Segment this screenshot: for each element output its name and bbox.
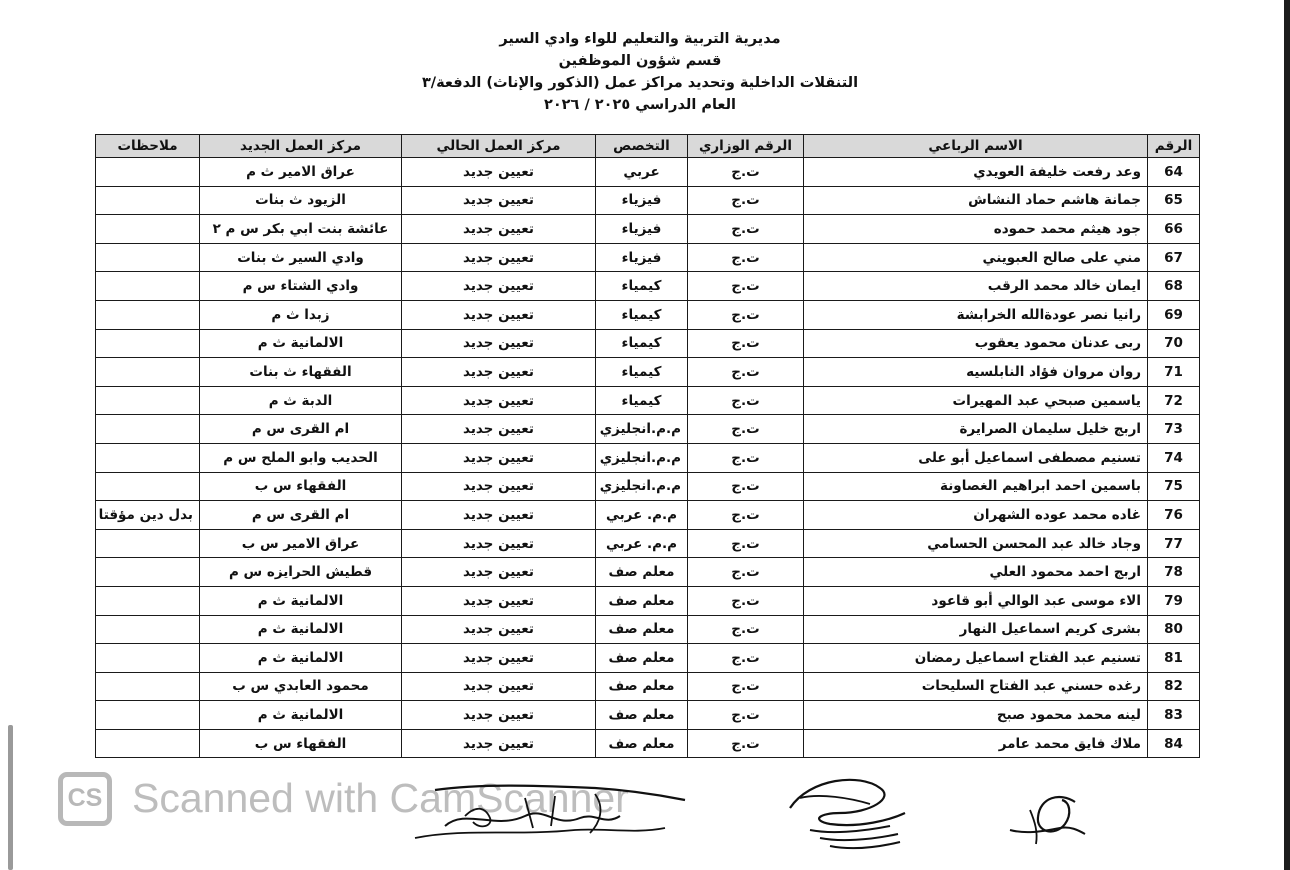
current-workplace: تعيين جديد — [402, 472, 596, 501]
new-workplace: الدبة ث م — [200, 386, 402, 415]
current-workplace: تعيين جديد — [402, 329, 596, 358]
current-workplace: تعيين جديد — [402, 443, 596, 472]
row-number: 83 — [1148, 701, 1200, 730]
notes-cell — [96, 472, 200, 501]
notes-cell — [96, 644, 200, 673]
row-number: 64 — [1148, 158, 1200, 187]
current-workplace: تعيين جديد — [402, 529, 596, 558]
employee-name: بشرى كريم اسماعيل النهار — [804, 615, 1148, 644]
ministry-number: ت.ج — [688, 358, 804, 387]
new-workplace: عراق الامير س ب — [200, 529, 402, 558]
new-workplace: الالمانية ث م — [200, 329, 402, 358]
current-workplace: تعيين جديد — [402, 158, 596, 187]
row-number: 73 — [1148, 415, 1200, 444]
ministry-number: ت.ج — [688, 386, 804, 415]
current-workplace: تعيين جديد — [402, 300, 596, 329]
notes-cell — [96, 186, 200, 215]
table-row — [96, 501, 1200, 530]
table-row — [96, 586, 1200, 615]
table-body — [96, 158, 1200, 758]
row-number: 77 — [1148, 529, 1200, 558]
specialization: معلم صف — [596, 615, 688, 644]
new-workplace: عائشة بنت ابي بكر س م ٢ — [200, 215, 402, 244]
ministry-number: ت.ج — [688, 586, 804, 615]
employee-name: جمانة هاشم حماد النشاش — [804, 186, 1148, 215]
academic-year: العام الدراسي ٢٠٢٥ / ٢٠٢٦ — [543, 97, 737, 113]
current-workplace: تعيين جديد — [402, 358, 596, 387]
notes-cell — [96, 300, 200, 329]
employee-name: اربج خليل سليمان الصرايرة — [804, 415, 1148, 444]
ministry-number: ت.ج — [688, 529, 804, 558]
specialization: معلم صف — [596, 558, 688, 587]
row-number: 65 — [1148, 186, 1200, 215]
row-number: 71 — [1148, 358, 1200, 387]
table-row — [96, 558, 1200, 587]
ministry-number: ت.ج — [688, 472, 804, 501]
signature-middle — [770, 768, 920, 858]
ministry-number: ت.ج — [688, 272, 804, 301]
header-current-workplace: مركز العمل الحالي — [402, 135, 596, 158]
row-number: 74 — [1148, 443, 1200, 472]
current-workplace: تعيين جديد — [402, 558, 596, 587]
ministry-number: ت.ج — [688, 615, 804, 644]
department-title: قسم شؤون الموظفين — [558, 53, 722, 69]
directorate-title: مديرية التربية والتعليم للواء وادي السير — [499, 31, 781, 47]
ministry-number: ت.ج — [688, 415, 804, 444]
specialization: كيمياء — [596, 386, 688, 415]
ministry-number: ت.ج — [688, 501, 804, 530]
new-workplace: الزيود ث بنات — [200, 186, 402, 215]
new-workplace: ام القرى س م — [200, 415, 402, 444]
row-number: 70 — [1148, 329, 1200, 358]
notes-cell — [96, 729, 200, 758]
specialization: فيزياء — [596, 215, 688, 244]
table-header-row — [96, 135, 1200, 158]
specialization: معلم صف — [596, 644, 688, 673]
specialization: عربي — [596, 158, 688, 187]
row-number: 66 — [1148, 215, 1200, 244]
new-workplace: ام القرى س م — [200, 501, 402, 530]
employee-name: تسنيم عبد الفتاح اسماعيل رمضان — [804, 644, 1148, 673]
transfer-title: التنقلات الداخلية وتحديد مراكز عمل (الذكور والإناث) الدفعة/٣ — [421, 75, 859, 91]
table-row — [96, 529, 1200, 558]
notes-cell — [96, 672, 200, 701]
new-workplace: وادي الشتاء س م — [200, 272, 402, 301]
specialization: م.م.انجليزي — [596, 472, 688, 501]
specialization: م.م.انجليزي — [596, 415, 688, 444]
row-number: 76 — [1148, 501, 1200, 530]
employee-name: جود هيثم محمد حموده — [804, 215, 1148, 244]
header-ministry-number: الرقم الوزاري — [688, 135, 804, 158]
current-workplace: تعيين جديد — [402, 501, 596, 530]
table-row — [96, 729, 1200, 758]
current-workplace: تعيين جديد — [402, 672, 596, 701]
employee-name: ياسمين صبحي عبد المهيرات — [804, 386, 1148, 415]
ministry-number: ت.ج — [688, 215, 804, 244]
employee-name: ربى عدنان محمود يعقوب — [804, 329, 1148, 358]
notes-cell — [96, 529, 200, 558]
specialization: كيمياء — [596, 358, 688, 387]
table-row — [96, 158, 1200, 187]
current-workplace: تعيين جديد — [402, 701, 596, 730]
ministry-number: ت.ج — [688, 558, 804, 587]
employee-name: روان مروان فؤاد النابلسيه — [804, 358, 1148, 387]
employee-name: الاء موسى عبد الوالي أبو قاعود — [804, 586, 1148, 615]
document-header — [380, 28, 900, 116]
new-workplace: الفقهاء س ب — [200, 729, 402, 758]
notes-cell — [96, 415, 200, 444]
row-number: 79 — [1148, 586, 1200, 615]
row-number: 82 — [1148, 672, 1200, 701]
table-row — [96, 386, 1200, 415]
row-number: 78 — [1148, 558, 1200, 587]
specialization: فيزياء — [596, 243, 688, 272]
current-workplace: تعيين جديد — [402, 272, 596, 301]
row-number: 72 — [1148, 386, 1200, 415]
row-number: 81 — [1148, 644, 1200, 673]
notes-cell — [96, 329, 200, 358]
table-row — [96, 243, 1200, 272]
notes-cell — [96, 558, 200, 587]
table-row — [96, 472, 1200, 501]
employee-name: وجاد خالد عبد المحسن الحسامي — [804, 529, 1148, 558]
screen-edge-bar — [1284, 0, 1290, 870]
new-workplace: الفقهاء س ب — [200, 472, 402, 501]
table-row — [96, 701, 1200, 730]
specialization: معلم صف — [596, 586, 688, 615]
signature-left — [405, 778, 695, 848]
camscanner-logo: CS — [58, 772, 112, 826]
table-row — [96, 415, 1200, 444]
ministry-number: ت.ج — [688, 644, 804, 673]
employee-name: اربج احمد محمود العلي — [804, 558, 1148, 587]
table-row — [96, 272, 1200, 301]
notes-cell — [96, 158, 200, 187]
specialization: معلم صف — [596, 672, 688, 701]
header-specialization: التخصص — [596, 135, 688, 158]
current-workplace: تعيين جديد — [402, 386, 596, 415]
new-workplace: محمود العابدي س ب — [200, 672, 402, 701]
specialization: معلم صف — [596, 701, 688, 730]
notes-cell — [96, 272, 200, 301]
current-workplace: تعيين جديد — [402, 215, 596, 244]
camscanner-watermark-text: Scanned with CamScanner — [132, 775, 629, 821]
table-row — [96, 644, 1200, 673]
table-row — [96, 615, 1200, 644]
row-number: 67 — [1148, 243, 1200, 272]
row-number: 68 — [1148, 272, 1200, 301]
employee-name: رغده حسني عبد الفتاح السليحات — [804, 672, 1148, 701]
new-workplace: الحديب وابو الملح س م — [200, 443, 402, 472]
row-number: 80 — [1148, 615, 1200, 644]
notes-cell: بدل دين مؤقتا — [96, 501, 200, 530]
notes-cell — [96, 701, 200, 730]
current-workplace: تعيين جديد — [402, 186, 596, 215]
table-row — [96, 672, 1200, 701]
header-number: الرقم — [1148, 135, 1200, 158]
table-row — [96, 300, 1200, 329]
current-workplace: تعيين جديد — [402, 415, 596, 444]
ministry-number: ت.ج — [688, 329, 804, 358]
ministry-number: ت.ج — [688, 243, 804, 272]
new-workplace: الالمانية ث م — [200, 701, 402, 730]
employee-name: رانيا نصر عودةالله الخرابشة — [804, 300, 1148, 329]
ministry-number: ت.ج — [688, 443, 804, 472]
signature-right — [1000, 782, 1090, 852]
employee-name: ملاك فايق محمد عامر — [804, 729, 1148, 758]
employee-name: مني على صالح العبويني — [804, 243, 1148, 272]
notes-cell — [96, 386, 200, 415]
new-workplace: الالمانية ث م — [200, 586, 402, 615]
ministry-number: ت.ج — [688, 729, 804, 758]
employee-name: غاده محمد عوده الشهران — [804, 501, 1148, 530]
scroll-indicator[interactable] — [8, 725, 13, 870]
specialization: م.م. عربي — [596, 529, 688, 558]
ministry-number: ت.ج — [688, 158, 804, 187]
employee-name: ايمان خالد محمد الرقب — [804, 272, 1148, 301]
row-number: 84 — [1148, 729, 1200, 758]
specialization: كيمياء — [596, 300, 688, 329]
current-workplace: تعيين جديد — [402, 729, 596, 758]
notes-cell — [96, 215, 200, 244]
employee-name: باسمين احمد ابراهيم الغصاونة — [804, 472, 1148, 501]
header-new-workplace: مركز العمل الجديد — [200, 135, 402, 158]
table-row — [96, 358, 1200, 387]
table-row — [96, 443, 1200, 472]
ministry-number: ت.ج — [688, 300, 804, 329]
specialization: كيمياء — [596, 329, 688, 358]
employee-name: لينه محمد محمود صبح — [804, 701, 1148, 730]
specialization: م.م. عربي — [596, 501, 688, 530]
notes-cell — [96, 358, 200, 387]
new-workplace: وادي السير ث بنات — [200, 243, 402, 272]
table-row — [96, 215, 1200, 244]
notes-cell — [96, 243, 200, 272]
new-workplace: عراق الامير ث م — [200, 158, 402, 187]
employee-name: وعد رفعت خليفة العويدي — [804, 158, 1148, 187]
table-row — [96, 186, 1200, 215]
current-workplace: تعيين جديد — [402, 644, 596, 673]
ministry-number: ت.ج — [688, 186, 804, 215]
new-workplace: الالمانية ث م — [200, 615, 402, 644]
new-workplace: زبدا ث م — [200, 300, 402, 329]
specialization: فيزياء — [596, 186, 688, 215]
employee-transfer-table — [95, 134, 1200, 758]
specialization: معلم صف — [596, 729, 688, 758]
notes-cell — [96, 586, 200, 615]
current-workplace: تعيين جديد — [402, 586, 596, 615]
current-workplace: تعيين جديد — [402, 243, 596, 272]
row-number: 75 — [1148, 472, 1200, 501]
notes-cell — [96, 443, 200, 472]
new-workplace: الالمانية ث م — [200, 644, 402, 673]
specialization: م.م.انجليزي — [596, 443, 688, 472]
notes-cell — [96, 615, 200, 644]
header-full-name: الاسم الرباعي — [804, 135, 1148, 158]
ministry-number: ت.ج — [688, 672, 804, 701]
employee-name: تسنيم مصطفى اسماعيل أبو على — [804, 443, 1148, 472]
specialization: كيمياء — [596, 272, 688, 301]
header-notes: ملاحظات — [96, 135, 200, 158]
row-number: 69 — [1148, 300, 1200, 329]
current-workplace: تعيين جديد — [402, 615, 596, 644]
new-workplace: الفقهاء ث بنات — [200, 358, 402, 387]
table-row — [96, 329, 1200, 358]
new-workplace: قطيش الحرايزه س م — [200, 558, 402, 587]
ministry-number: ت.ج — [688, 701, 804, 730]
